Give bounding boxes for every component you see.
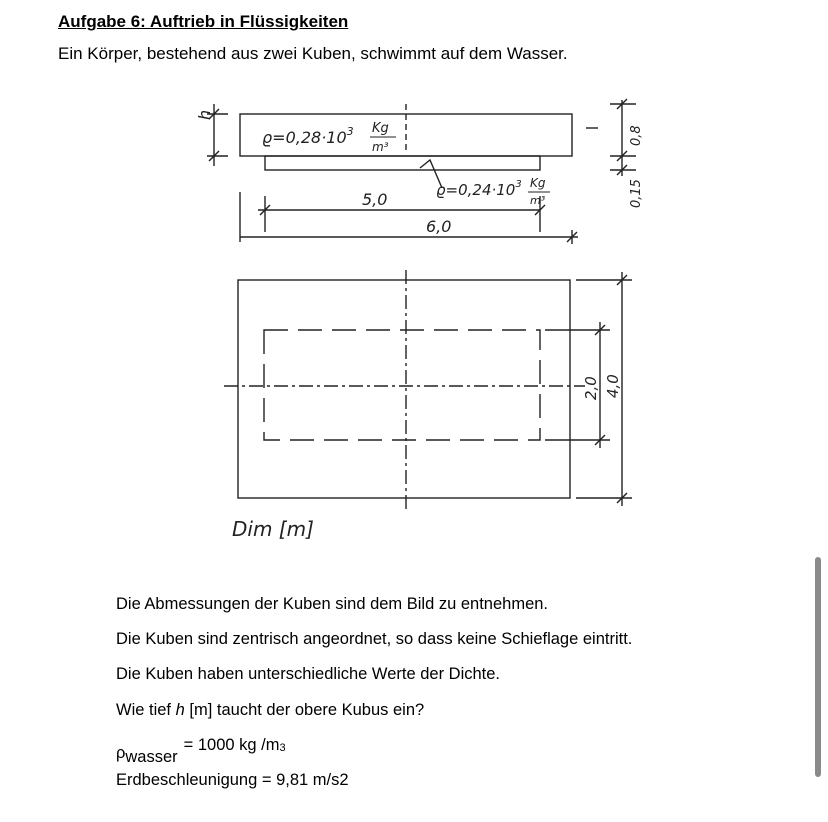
text-question: Wie tief h [m] taucht der obere Kubus ein? bbox=[116, 701, 425, 719]
dim-08: 0,8 bbox=[629, 125, 644, 146]
text-dimensions: Die Abmessungen der Kuben sind dem Bild zu entnehmen. bbox=[116, 595, 549, 613]
dim-4: 4,0 bbox=[604, 374, 622, 398]
rho-top-unit-den: m³ bbox=[372, 140, 389, 154]
task-intro: Ein Körper, bestehend aus zwei Kuben, schwimmt auf dem Wasser. bbox=[58, 44, 568, 63]
rho-subscript: wasser bbox=[125, 748, 178, 766]
rho-exponent: 3 bbox=[279, 742, 286, 754]
dim-5: 5,0 bbox=[362, 190, 388, 209]
var-h: h bbox=[175, 701, 185, 719]
rho-symbol: ρ bbox=[116, 744, 126, 762]
text-density: Die Kuben haben unterschiedliche Werte der Dichte. bbox=[116, 665, 501, 683]
rho-bottom-unit-num: Kg bbox=[530, 176, 546, 190]
rho-bottom-label: $ϱ=0,24\cdot 10^3$ bbox=[436, 179, 522, 199]
text-rho-water bbox=[116, 736, 286, 766]
rho-top-unit-num: Kg bbox=[372, 121, 389, 136]
upper-cube-plan bbox=[238, 280, 570, 498]
lower-cube-side bbox=[265, 156, 540, 170]
task-title: Aufgabe 6: Auftrieb in Flüssigkeiten bbox=[58, 12, 349, 31]
dim-6: 6,0 bbox=[426, 217, 452, 236]
scrollbar[interactable] bbox=[815, 557, 821, 777]
rho-bottom-unit-den: m³ bbox=[530, 194, 546, 207]
lower-cube-plan bbox=[264, 330, 540, 440]
rho-value: = 1000 kg /m bbox=[183, 736, 280, 754]
dim-2: 2,0 bbox=[582, 376, 600, 400]
dim-015: 0,15 bbox=[629, 179, 644, 208]
rho-top-label: $ϱ=0,28\cdot 10^3$ bbox=[262, 125, 354, 147]
text-gravity: Erdbeschleunigung = 9,81 m/s2 bbox=[116, 771, 349, 789]
text-centered: Die Kuben sind zentrisch angeordnet, so dass keine Schieflage eintritt. bbox=[116, 630, 633, 648]
label-h: h bbox=[195, 109, 214, 120]
dim-label: Dim [m] bbox=[232, 517, 314, 541]
